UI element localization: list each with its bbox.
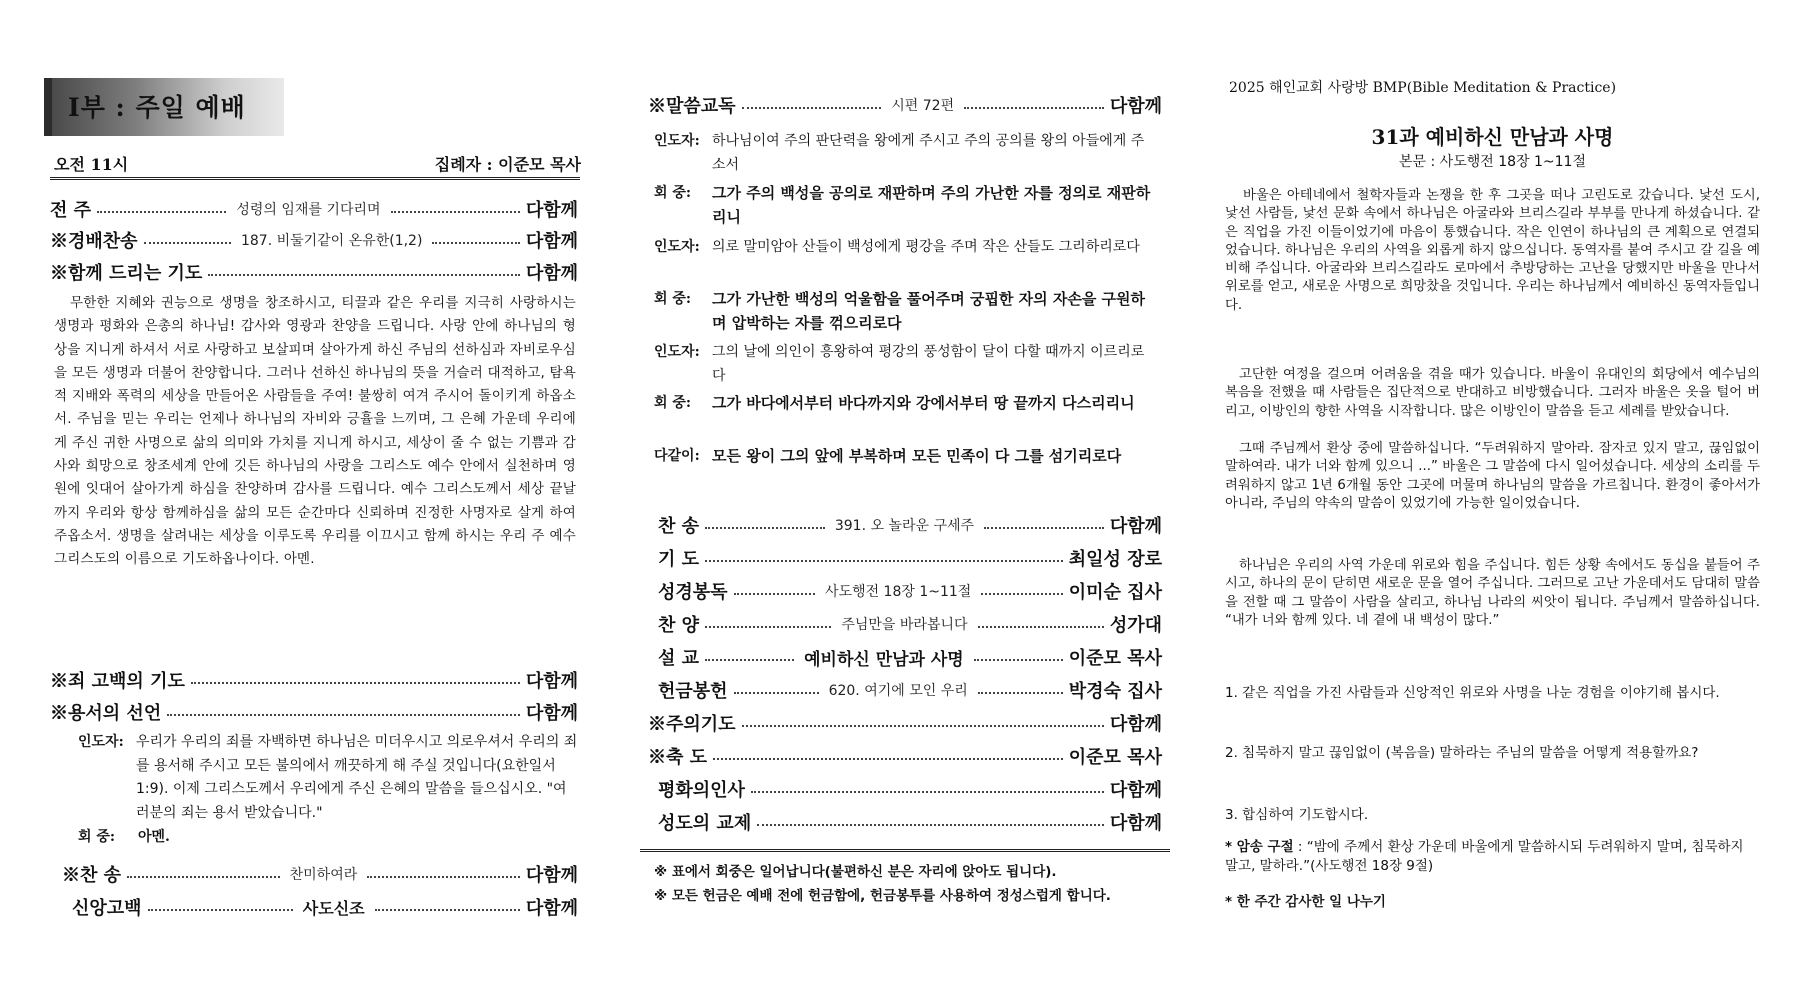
order-item: [50, 666, 578, 694]
leader-dots: [127, 876, 280, 878]
order-person: 박경숙 집사: [1068, 681, 1163, 702]
leader-dots: [705, 560, 1063, 562]
lesson-title: 31과 예비하신 만남과 사명: [1371, 125, 1614, 149]
order-item: [658, 610, 1162, 638]
order-person: 다함께: [525, 200, 579, 221]
speaker-label: 회 중:: [654, 395, 692, 411]
order-person: 다함께: [525, 671, 578, 692]
order-item: [648, 709, 1162, 737]
order-item: [658, 511, 1162, 539]
order-person: 다함께: [1109, 714, 1162, 735]
reading-text: 모든 왕이 그의 앞에 부복하며 모든 민족이 다 그를 섬기리로다: [712, 447, 1122, 465]
lesson-paragraph: 바울은 아테네에서 철학자들과 논쟁을 한 후 그곳을 떠나 고린도로 갔습니다. 낯선 도시, 낯선 사람들, 낯선 문화 속에서 하나님은 아굴라와 브리스길라 부부를 만나게 하셨습니다. 같은 직업을 가진 이들이었기에 마음이 통했습니다. 작은 인연이 하나님의 큰 계획으로 연결되었습니다. 하나님은 우리의 사역을 외롭게 하지 않으십니다. 동역자를 붙여 주시고 갈 길을 예비해 주십니다. 아굴라와 브리스길라도 로마에서 추방당하는 고난을 당했지만 바울을 만나서 위로를 얻고, 새로운 사명으로 희망찼을 것입니다. 우리는 하나님께서 예비하신 동역자들입니다.: [1225, 188, 1760, 313]
order-label: 평화의인사: [658, 780, 745, 801]
order-detail: 187. 비둘기같이 온유한(1,2): [240, 233, 423, 249]
service-time: 오전 11시: [54, 155, 129, 174]
order-label: ※경배찬송: [50, 231, 138, 252]
leader-dots: [757, 824, 1104, 826]
leader-dots: [984, 527, 1104, 529]
order-item: [648, 742, 1162, 770]
leader-dots: [367, 876, 520, 878]
common-prayer-text: 무한한 지혜와 권능으로 생명을 창조하시고, 티끌과 같은 우리를 지극히 사랑하시는 생명과 평화와 은총의 하나님! 감사와 영광과 찬양을 드립니다. 사랑 안에 하나님의 형상을 지니게 하셔서 서로 사랑하고 보살피며 살아가게 하신 주님의 선하심과 자비로우심을 모든 생명과 더불어 찬양합니다. 그러나 선하신 하나님의 뜻을 거슬러 대적하고, 탐욕적 지배와 폭력의 세상을 만들어온 사람들을 주여! 불쌍히 여겨 주시어 돌이키게 하옵소서. 주님을 믿는 우리는 언제나 하나님의 자비와 긍휼을 느끼며, 그 은혜 가운데 우리에게 주신 귀한 사명으로 삶의 의미와 가치를 지니게 하시고, 세상이 줄 수 없는 기쁨과 감사와 희망으로 창조세계 안에 깃든 하나님의 사랑을 그리스도 예수 안에서 실천하며 영원에 잇대어 살아가게 하심을 찬양하며 감사를 드립니다. 예수 그리스도께서 세상 끝날까지 우리와 항상 함께하심을 삶의 모든 순간마다 신뢰하며 진정한 사명자로 살게 하여 주옵소서. 생명을 살려내는 세상을 이루도록 우리를 이끄시고 함께 하시는 우리 주 예수 그리스도의 이름으로 기도하옵나이다. 아멘.: [54, 295, 576, 568]
leader-dots: [208, 274, 520, 276]
order-person: 다함께: [1109, 516, 1163, 537]
leader-dots: [391, 211, 520, 213]
order-person: 다함께: [525, 898, 578, 919]
order-detail: 사도행전 18장 1~11절: [825, 584, 972, 600]
leader-dots: [705, 527, 825, 529]
reading-text: 그가 바다에서부터 바다까지와 강에서부터 땅 끝까지 다스리리니: [712, 394, 1135, 412]
order-item: [50, 258, 578, 286]
order-person: 이준모 목사: [1068, 648, 1162, 669]
order-item: [648, 91, 1162, 119]
memory-text: : “밤에 주께서 환상 가운데 바울에게 말씀하시되 두려워하지 말며, 침묵하지 말고, 말하라.”(사도행전 18장 9절): [1225, 839, 1744, 874]
order-person: 다함께: [525, 231, 578, 252]
order-label: ※말씀교독: [648, 96, 736, 117]
leader-dots: [964, 107, 1104, 109]
presider: 집례자 : 이준모 목사: [434, 155, 581, 174]
reading-text: 그가 주의 백성을 공의로 재판하며 주의 가난한 자를 정의로 재판하리니: [712, 184, 1151, 226]
order-item: [658, 676, 1162, 704]
order-person: 이준모 목사: [1068, 747, 1162, 768]
footer-notes: [654, 860, 1174, 908]
order-person: 이미순 집사: [1068, 582, 1162, 603]
order-label: ※죄 고백의 기도: [50, 671, 185, 692]
order-item: [62, 860, 578, 888]
leader-dots: [167, 714, 520, 716]
leader-dots: [148, 909, 293, 911]
note-offering: ※ 모든 헌금은 예배 전에 헌금함에, 헌금봉투를 사용하여 정성스럽게 합니다.: [654, 888, 1111, 904]
order-item: [72, 893, 578, 921]
memory-verse: [1225, 838, 1760, 876]
leader-dots: [713, 758, 1063, 760]
order-item: [658, 808, 1162, 836]
speaker-label: 회 중:: [78, 829, 116, 845]
leader-dots: [981, 593, 1062, 595]
order-label: 성도의 교제: [658, 813, 752, 834]
leader-dots: [734, 593, 815, 595]
order-detail: 성령의 임재를 기다리며: [236, 202, 381, 218]
leader-dots: [144, 242, 231, 244]
responsive-reading-line: [654, 341, 1154, 388]
lesson-scripture: 본문 : 사도행전 18장 1~11절: [1399, 154, 1586, 170]
speaker-label: 인도자:: [654, 344, 700, 360]
lesson-paragraph: 하나님은 우리의 사역 가운데 위로와 힘을 주십니다. 힘든 상황 속에서도 동십을 붙들어 주시고, 하나의 문이 닫히면 새로운 문을 열어 주십니다. 그러므로 고난 가운데서도 담대히 말씀을 전할 때 그 말씀이 사람을 살리고, 하나님 나라의 씨앗이 됩니다. 주님께서 말씀하십니다. “내가 너와 함께 있다. 네 곁에 내 백성이 많다.”: [1225, 558, 1760, 628]
order-item: [50, 226, 578, 254]
order-label: ※함께 드리는 기도: [50, 263, 203, 284]
leader-dots: [191, 682, 520, 684]
absolution-leader: [78, 731, 578, 825]
order-label: 전 주: [50, 200, 92, 221]
order-person: 다함께: [525, 263, 578, 284]
leader-dots: [375, 909, 520, 911]
absolution-text: 우리가 우리의 죄를 자백하면 하나님은 미더우시고 의로우셔서 우리의 죄를 용서해 주시고 모든 불의에서 깨끗하게 해 주실 것입니다(요한일서 1:9). 이제 그리스도께서 우리에게 주신 은혜의 말씀을 들으십시오. "여러분의 죄는 용서 받았습니다.": [136, 734, 578, 821]
order-person: 다함께: [1109, 96, 1163, 117]
order-person: 다함께: [525, 703, 578, 724]
order-label: ※축 도: [648, 747, 708, 768]
order-person: 다함께: [1109, 780, 1162, 801]
discussion-question: 3. 합심하여 기도합시다.: [1225, 807, 1369, 823]
order-label: 설 교: [658, 648, 700, 669]
divider: [640, 849, 1170, 852]
order-item: [50, 698, 578, 726]
responsive-reading-line: [654, 182, 1154, 229]
divider: [50, 177, 580, 180]
discussion-question: 1. 같은 직업을 가진 사람들과 신앙적인 위로와 사명을 나눈 경험을 이야기해 봅시다.: [1225, 685, 1720, 701]
leader-dots: [742, 107, 882, 109]
sermon-title: 예비하신 만남과 사명: [804, 649, 964, 670]
responsive-reading-line: [654, 288, 1154, 335]
reading-text: 의로 말미암아 산들이 백성에게 평강을 주며 작은 산들도 그리하리로다: [712, 239, 1140, 255]
order-person: 다함께: [1109, 813, 1162, 834]
speaker-label: 인도자:: [78, 734, 124, 750]
program-title: 2025 해인교회 사랑방 BMP(Bible Meditation & Practice): [1229, 80, 1617, 96]
share-thanks: * 한 주간 감사한 일 나누기: [1225, 894, 1386, 910]
speaker-label: 인도자:: [654, 239, 700, 255]
order-detail: 찬미하여라: [289, 867, 358, 883]
leader-dots: [705, 626, 831, 628]
order-item: [658, 544, 1162, 572]
section-header: [44, 78, 284, 136]
speaker-label: 인도자:: [654, 133, 700, 149]
leader-dots: [97, 211, 226, 213]
responsive-reading-line: [654, 236, 1154, 260]
speaker-label: 회 중:: [654, 291, 692, 307]
order-label: 찬 송: [658, 516, 700, 537]
section-title: I부 : 주일 예배: [68, 93, 246, 122]
order-item: [658, 577, 1162, 605]
speaker-label: 회 중:: [654, 185, 692, 201]
order-person: 최일성 장로: [1068, 549, 1162, 570]
leader-dots: [978, 692, 1063, 694]
leader-dots: [751, 791, 1104, 793]
lesson-paragraph: 그때 주님께서 환상 중에 말씀하십니다. “두려워하지 말아라. 잠자코 있지 말고, 끊임없이 말하여라. 내가 너와 함께 있으니 ...” 바울은 그 말씀에 다시 일어섰습니다. 세상의 소리를 두려워하지 않고 1년 6개월 동안 그곳에 머물며 하나님의 말씀을 가르칩니다. 환경이 좋아서가 아니라, 주님의 약속의 말씀이 있었기에 가능한 일이었습니다.: [1225, 441, 1760, 511]
order-detail: 주님만을 바라봅니다: [841, 617, 968, 633]
order-label: 찬 양: [658, 615, 700, 636]
order-detail: 620. 여기에 모인 우리: [828, 683, 968, 699]
order-label: ※주의기도: [648, 714, 736, 735]
order-item: [50, 195, 578, 223]
order-person: 다함께: [525, 865, 578, 886]
reading-text: 그가 가난한 백성의 억울함을 풀어주며 궁핍한 자의 자손을 구원하며 압박하는 자를 꺾으리로다: [712, 290, 1146, 332]
order-detail: 시편 72편: [891, 98, 955, 114]
amen-text: 아멘.: [138, 829, 170, 845]
leader-dots: [705, 659, 794, 661]
leader-dots: [978, 626, 1104, 628]
order-label: 헌금봉헌: [658, 681, 728, 702]
order-person: 성가대: [1109, 615, 1163, 636]
memory-label: * 암송 구절: [1225, 839, 1294, 855]
order-detail: 사도신조: [302, 898, 365, 918]
order-label: 기 도: [658, 549, 700, 570]
responsive-reading-line: [654, 445, 1154, 469]
responsive-reading-line: [654, 130, 1154, 177]
order-label: ※찬 송: [62, 865, 122, 886]
responsive-reading-line: [654, 392, 1154, 416]
order-label: ※용서의 선언: [50, 703, 162, 724]
speaker-label: 다같이:: [654, 448, 700, 464]
order-item: [658, 643, 1162, 671]
lesson-paragraph: 고단한 여정을 걸으며 어려움을 겪을 때가 있습니다. 바울이 유대인의 회당에서 예수님의 복음을 전했을 때 사람들은 집단적으로 반대하고 비방했습니다. 그러자 바울은 옷을 털어 버리고, 이방인의 향한 사역을 시작합니다. 많은 이방인이 말씀을 듣고 세례를 받았습니다.: [1225, 367, 1760, 419]
order-item: [658, 775, 1162, 803]
note-standing: ※ 표에서 회중은 일어납니다(불편하신 분은 자리에 앉아도 됩니다).: [654, 864, 1057, 880]
leader-dots: [734, 692, 819, 694]
reading-text: 하나님이여 주의 판단력을 왕에게 주시고 주의 공의를 왕의 아들에게 주소서: [712, 133, 1145, 173]
leader-dots: [974, 659, 1063, 661]
leader-dots: [742, 725, 1104, 727]
order-label: 신앙고백: [72, 898, 142, 919]
order-label: 성경봉독: [658, 582, 728, 603]
reading-text: 그의 날에 의인이 흥왕하여 평강의 풍성함이 달이 다할 때까지 이르리로다: [712, 344, 1145, 384]
order-detail: 391. 오 놀라운 구세주: [834, 518, 975, 534]
discussion-question: 2. 침묵하지 말고 끊임없이 (복음을) 말하라는 주님의 말씀을 어떻게 적용할까요?: [1225, 745, 1699, 761]
leader-dots: [432, 242, 519, 244]
